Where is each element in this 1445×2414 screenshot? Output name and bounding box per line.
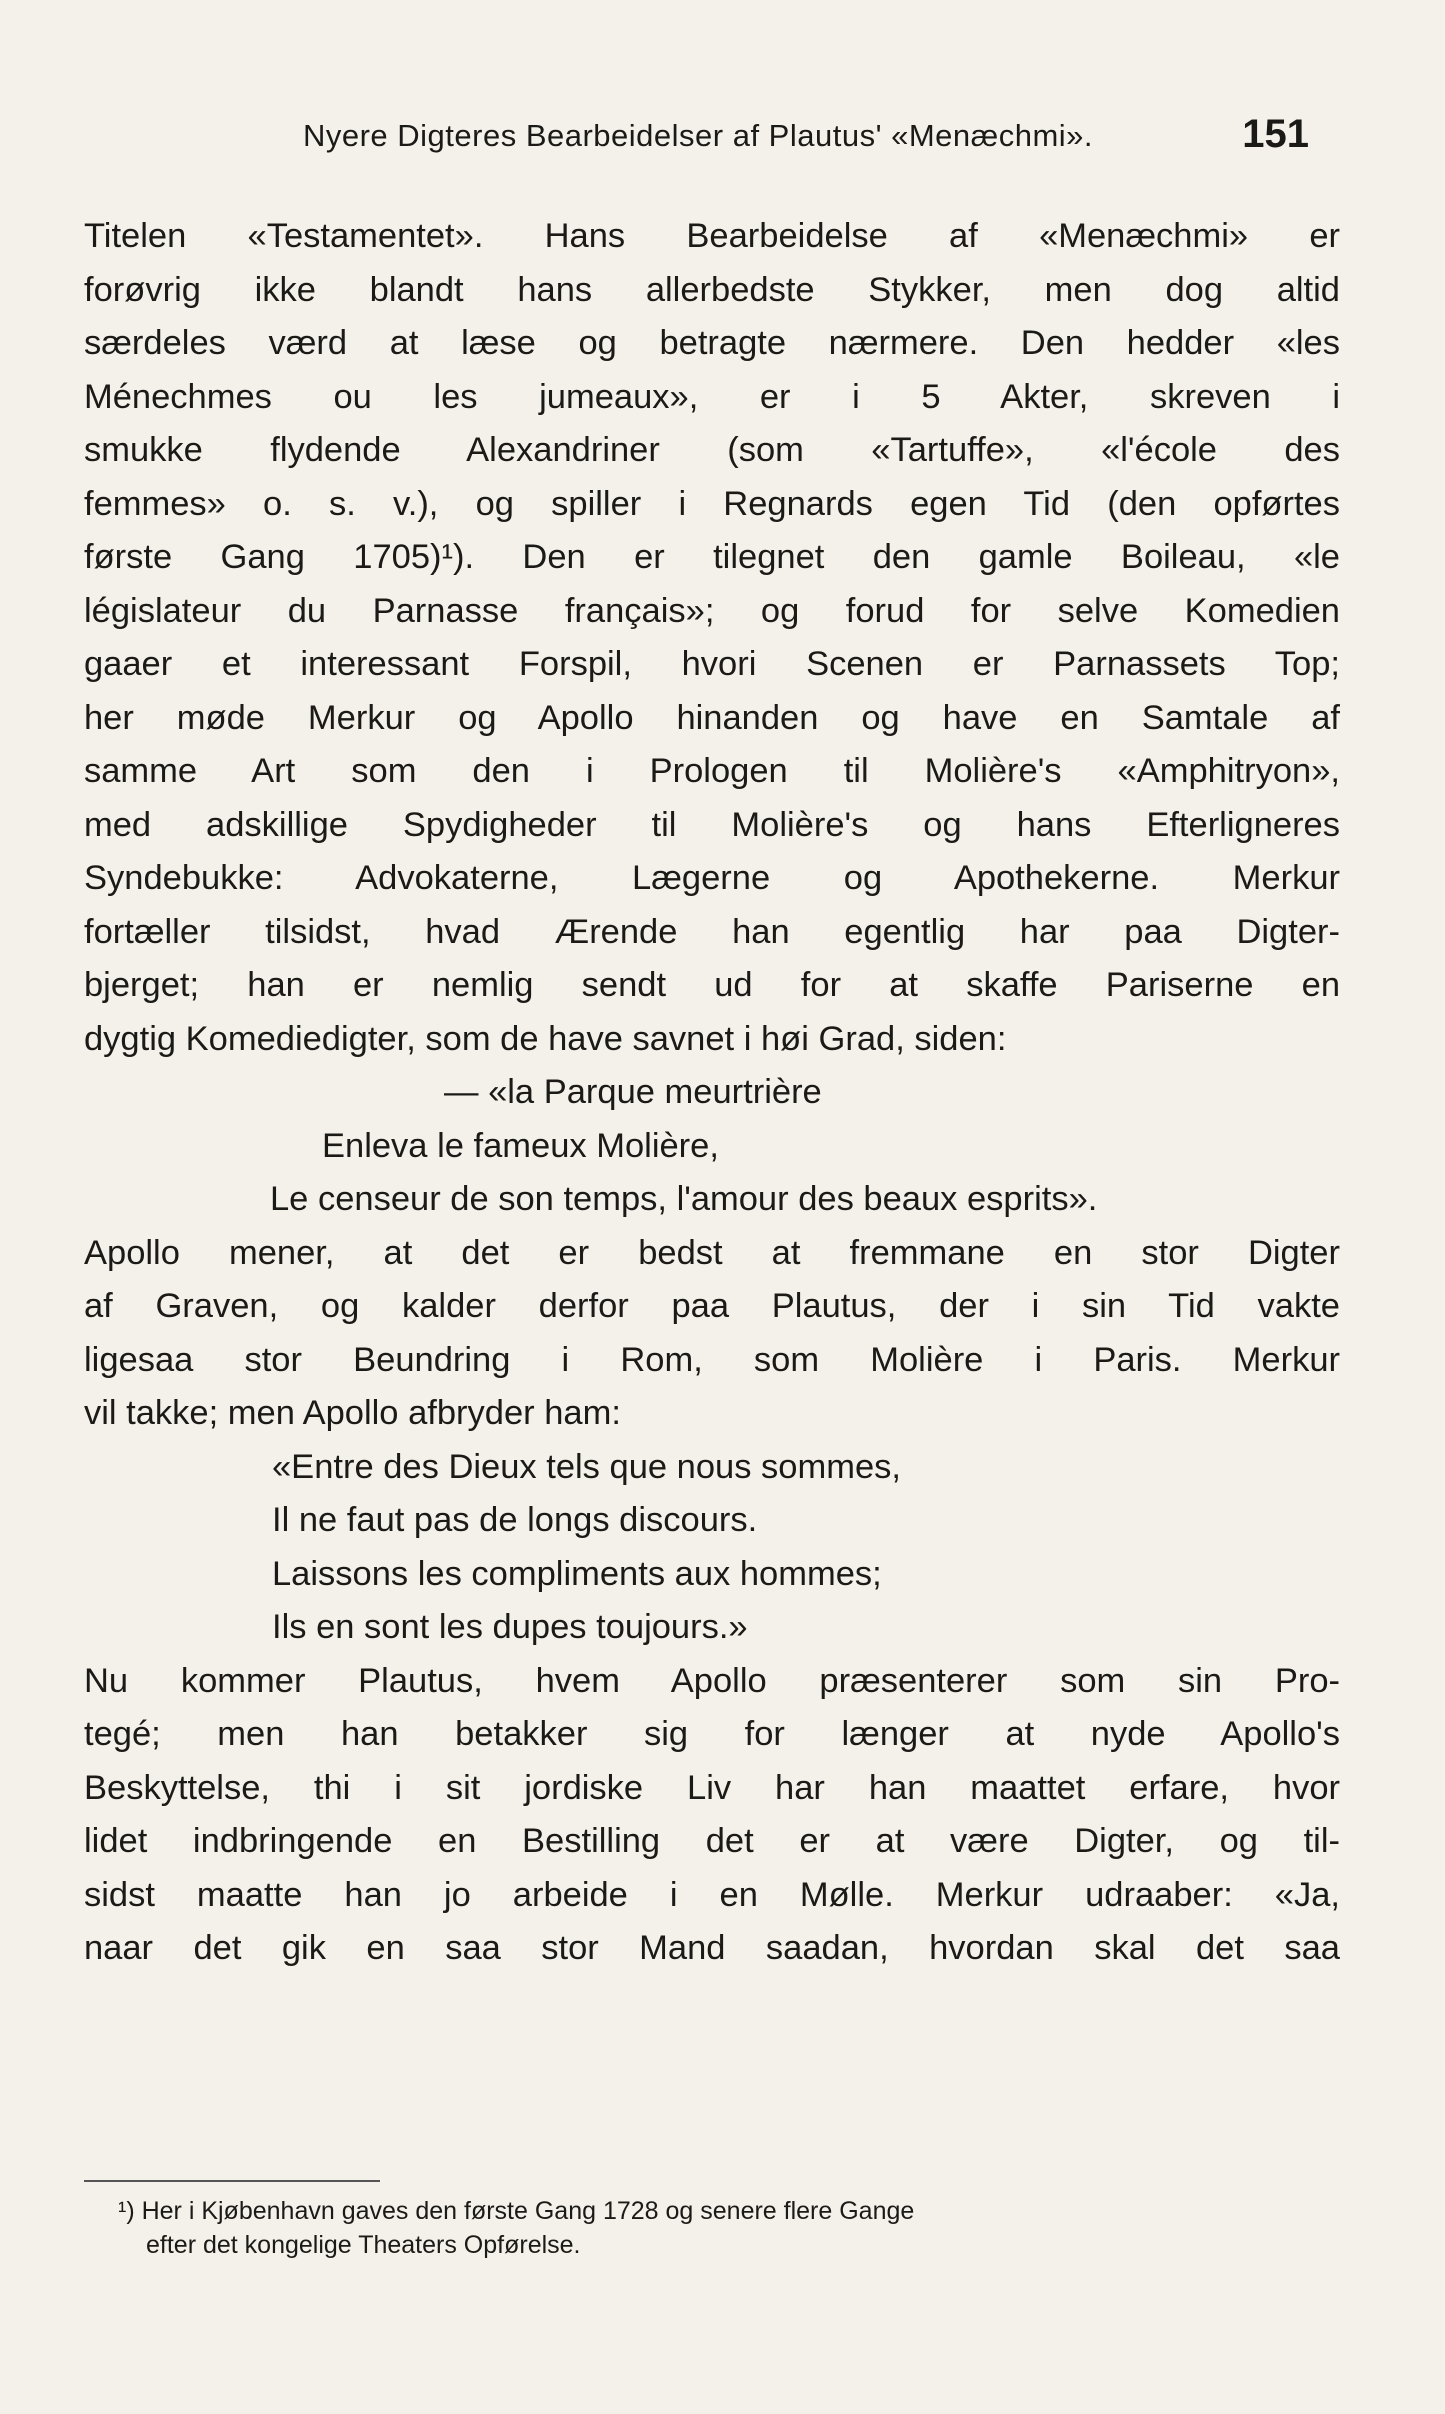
quoted-verse-line: Laissons les compliments aux hommes; — [272, 1554, 882, 1593]
footnote — [118, 2194, 1258, 2262]
footnote-line: efter det kongelige Theaters Opførelse. — [146, 2231, 581, 2259]
text-line: samme Art som den i Prologen til Molière's «Amphitryon», — [84, 752, 1340, 790]
text-line: første Gang 1705)¹). Den er tilegnet den gamle Boileau, «le — [84, 538, 1340, 576]
quoted-verse-line: — «la Parque meurtrière — [444, 1073, 822, 1111]
text-line: Syndebukke: Advokaterne, Lægerne og Apothekerne. Merkur — [84, 859, 1340, 897]
text-line: af Graven, og kalder derfor paa Plautus, der i sin Tid vakte — [84, 1287, 1340, 1325]
body-text — [84, 210, 1340, 1976]
text-line: forøvrig ikke blandt hans allerbedste Stykker, men dog altid — [84, 270, 1340, 309]
footnote-rule — [84, 2180, 380, 2182]
text-line: bjerget; han er nemlig sendt ud for at skaffe Pariserne en — [84, 966, 1340, 1004]
quoted-verse-line: «Entre des Dieux tels que nous sommes, — [272, 1447, 901, 1486]
quoted-verse-line: Il ne faut pas de longs discours. — [272, 1501, 758, 1539]
footnote-line: ¹) Her i Kjøbenhavn gaves den første Gang 1728 og senere flere Gange — [118, 2197, 915, 2225]
text-line: Titelen «Testamentet». Hans Bearbeidelse af «Menæchmi» er — [84, 217, 1340, 255]
text-line: femmes» o. s. v.), og spiller i Regnards egen Tid (den opførtes — [84, 484, 1340, 523]
text-line: særdeles værd at læse og betragte nærmere. Den hedder «les — [84, 324, 1340, 362]
text-line: tegé; men han betakker sig for længer at nyde Apollo's — [84, 1715, 1340, 1753]
text-line: sidst maatte han jo arbeide i en Mølle. Merkur udraaber: «Ja, — [84, 1875, 1340, 1914]
text-line: législateur du Parnasse français»; og forud for selve Komedien — [84, 591, 1340, 630]
text-line: Apollo mener, at det er bedst at fremmane en stor Digter — [84, 1233, 1340, 1272]
text-line: her møde Merkur og Apollo hinanden og have en Samtale af — [84, 698, 1340, 737]
quoted-verse-line: Le censeur de son temps, l'amour des beaux esprits». — [270, 1180, 1098, 1218]
text-line: Beskyttelse, thi i sit jordiske Liv har han maattet erfare, hvor — [84, 1768, 1340, 1807]
text-line: med adskillige Spydigheder til Molière's og hans Efterligneres — [84, 805, 1340, 844]
page-number: 151 — [1242, 112, 1309, 156]
quoted-verse-line: Ils en sont les dupes toujours.» — [272, 1608, 748, 1646]
text-line: gaaer et interessant Forspil, hvori Scenen er Parnassets Top; — [84, 645, 1340, 683]
text-line: vil takke; men Apollo afbryder ham: — [84, 1394, 621, 1432]
text-line: dygtig Komediedigter, som de have savnet i høi Grad, siden: — [84, 1019, 1007, 1058]
text-line: lidet indbringende en Bestilling det er at være Digter, og til- — [84, 1822, 1340, 1860]
text-line: Ménechmes ou les jumeaux», er i 5 Akter, skreven i — [84, 377, 1340, 416]
text-line: fortæller tilsidst, hvad Ærende han egentlig har paa Digter- — [84, 912, 1340, 951]
text-line: smukke flydende Alexandriner (som «Tartuffe», «l'école des — [84, 431, 1340, 469]
text-line: ligesaa stor Beundring i Rom, som Molière i Paris. Merkur — [84, 1340, 1340, 1379]
page-header — [0, 112, 1445, 168]
text-line: naar det gik en saa stor Mand saadan, hvordan skal det saa — [84, 1929, 1340, 1967]
quoted-verse-line: Enleva le fameux Molière, — [322, 1126, 719, 1165]
running-head: Nyere Digteres Bearbeidelser af Plautus' «Menæchmi». — [302, 118, 1094, 153]
text-line: Nu kommer Plautus, hvem Apollo præsenterer som sin Pro- — [84, 1661, 1340, 1700]
